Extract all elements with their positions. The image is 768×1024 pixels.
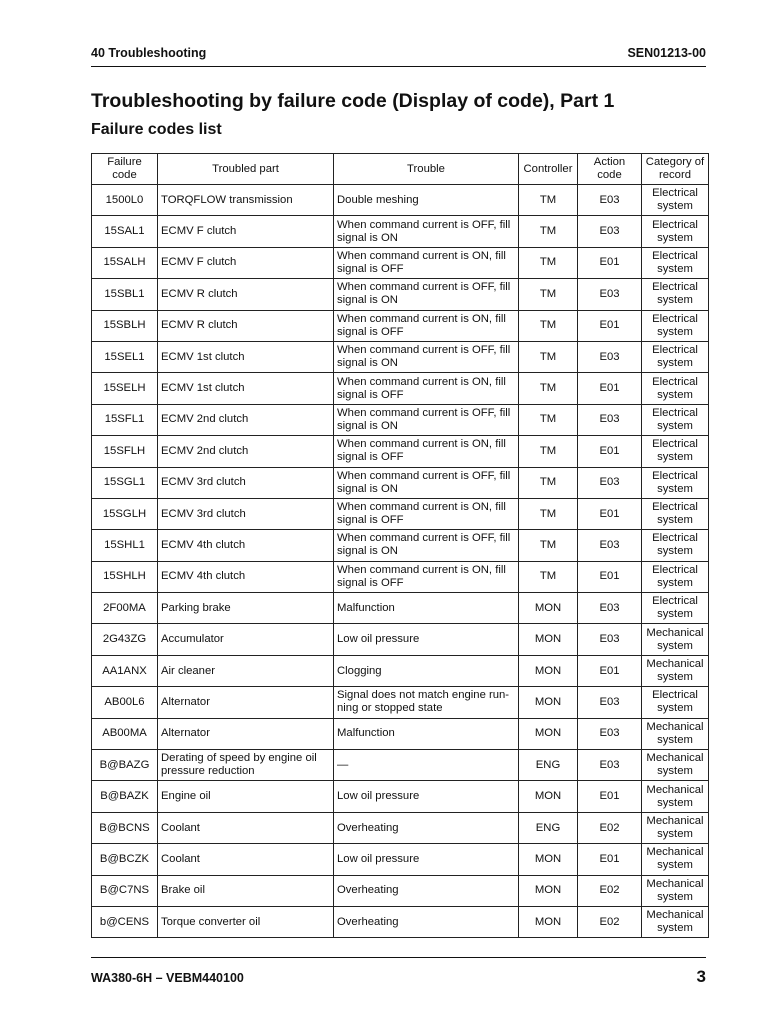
cell-category: Electrical system [642,310,709,341]
table-row [92,279,709,310]
cell-trouble: When command current is OFF, fill signal is ON [334,467,519,498]
cell-action-code: E01 [578,310,642,341]
cell-troubled-part: Engine oil [158,781,334,812]
cell-trouble: Malfunction [334,593,519,624]
cell-trouble: Low oil pressure [334,781,519,812]
cell-category: Electrical system [642,436,709,467]
table-body [92,185,709,938]
cell-controller: ENG [519,812,578,843]
cell-action-code: E01 [578,781,642,812]
page-subtitle: Failure codes list [91,121,222,138]
cell-category: Mechanical system [642,812,709,843]
table-row [92,373,709,404]
cell-troubled-part: Alternator [158,718,334,749]
header-section: 40 Troubleshooting [91,46,207,60]
cell-action-code: E01 [578,561,642,592]
cell-troubled-part: Accumulator [158,624,334,655]
table-row [92,593,709,624]
cell-category: Mechanical system [642,718,709,749]
cell-controller: MON [519,593,578,624]
cell-controller: TM [519,530,578,561]
cell-controller: TM [519,310,578,341]
cell-troubled-part: Derating of speed by engine oil pressure reduction [158,750,334,781]
cell-trouble: When command current is OFF, fill signal is ON [334,216,519,247]
cell-trouble: Low oil pressure [334,624,519,655]
table-row [92,812,709,843]
table-header-row [92,154,709,185]
cell-failure-code: b@CENS [92,906,158,937]
cell-controller: TM [519,373,578,404]
cell-action-code: E03 [578,530,642,561]
cell-controller: TM [519,341,578,372]
cell-action-code: E03 [578,467,642,498]
cell-action-code: E02 [578,875,642,906]
cell-trouble: — [334,750,519,781]
cell-action-code: E03 [578,593,642,624]
cell-trouble: Malfunction [334,718,519,749]
cell-trouble: When command current is ON, fill signal is OFF [334,373,519,404]
cell-trouble: When command current is ON, fill signal is OFF [334,561,519,592]
column-header-category: Category of record [642,154,709,185]
cell-failure-code: 15SHL1 [92,530,158,561]
cell-trouble: Overheating [334,906,519,937]
cell-failure-code: 15SBL1 [92,279,158,310]
table-row [92,467,709,498]
cell-failure-code: 15SELH [92,373,158,404]
cell-failure-code: 15SFLH [92,436,158,467]
cell-trouble: Overheating [334,875,519,906]
column-header-trouble: Trouble [334,154,519,185]
cell-troubled-part: ECMV 3rd clutch [158,498,334,529]
table-row [92,655,709,686]
cell-troubled-part: ECMV F clutch [158,216,334,247]
table-row [92,718,709,749]
cell-action-code: E02 [578,906,642,937]
page-footer [91,957,706,987]
cell-controller: TM [519,436,578,467]
cell-category: Electrical system [642,467,709,498]
cell-category: Mechanical system [642,655,709,686]
table-row [92,781,709,812]
cell-trouble: When command current is ON, fill signal is OFF [334,436,519,467]
cell-troubled-part: ECMV 2nd clutch [158,436,334,467]
table-row [92,185,709,216]
cell-troubled-part: ECMV F clutch [158,247,334,278]
cell-controller: MON [519,718,578,749]
table-row [92,530,709,561]
cell-failure-code: 15SEL1 [92,341,158,372]
cell-category: Electrical system [642,530,709,561]
cell-action-code: E01 [578,498,642,529]
cell-controller: TM [519,561,578,592]
cell-failure-code: 15SALH [92,247,158,278]
cell-action-code: E03 [578,718,642,749]
cell-category: Electrical system [642,185,709,216]
cell-failure-code: 2G43ZG [92,624,158,655]
cell-category: Mechanical system [642,844,709,875]
table-row [92,247,709,278]
cell-trouble: Overheating [334,812,519,843]
cell-trouble: Low oil pressure [334,844,519,875]
cell-failure-code: 1500L0 [92,185,158,216]
cell-action-code: E01 [578,436,642,467]
cell-controller: MON [519,844,578,875]
cell-trouble: Clogging [334,655,519,686]
cell-failure-code: B@BAZK [92,781,158,812]
cell-category: Electrical system [642,279,709,310]
cell-action-code: E03 [578,404,642,435]
table-row [92,404,709,435]
cell-trouble: When command current is ON, fill signal is OFF [334,247,519,278]
cell-failure-code: 2F00MA [92,593,158,624]
cell-failure-code: AB00L6 [92,687,158,718]
cell-controller: MON [519,687,578,718]
footer-page-number: 3 [696,967,706,986]
cell-controller: TM [519,404,578,435]
cell-action-code: E03 [578,279,642,310]
cell-action-code: E01 [578,655,642,686]
cell-controller: MON [519,875,578,906]
cell-category: Electrical system [642,341,709,372]
cell-controller: TM [519,498,578,529]
cell-troubled-part: Brake oil [158,875,334,906]
cell-category: Electrical system [642,404,709,435]
header-doc-code: SEN01213-00 [627,46,706,60]
cell-failure-code: B@BCZK [92,844,158,875]
table-row [92,561,709,592]
cell-action-code: E03 [578,216,642,247]
cell-controller: TM [519,185,578,216]
column-header-troubled-part: Troubled part [158,154,334,185]
cell-category: Electrical system [642,687,709,718]
cell-failure-code: 15SAL1 [92,216,158,247]
cell-action-code: E03 [578,750,642,781]
column-header-controller: Controller [519,154,578,185]
cell-failure-code: 15SHLH [92,561,158,592]
column-header-action-code: Action code [578,154,642,185]
cell-failure-code: 15SBLH [92,310,158,341]
cell-action-code: E03 [578,185,642,216]
cell-troubled-part: Air cleaner [158,655,334,686]
cell-troubled-part: ECMV R clutch [158,310,334,341]
cell-failure-code: B@BCNS [92,812,158,843]
cell-troubled-part: Coolant [158,844,334,875]
table-row [92,310,709,341]
column-header-failure-code: Failure code [92,154,158,185]
cell-controller: TM [519,216,578,247]
table-row [92,875,709,906]
cell-troubled-part: Parking brake [158,593,334,624]
cell-controller: MON [519,655,578,686]
cell-controller: MON [519,906,578,937]
header-divider [91,66,706,67]
cell-controller: ENG [519,750,578,781]
table-row [92,624,709,655]
cell-controller: TM [519,279,578,310]
cell-category: Electrical system [642,247,709,278]
cell-category: Electrical system [642,561,709,592]
cell-troubled-part: ECMV 2nd clutch [158,404,334,435]
cell-action-code: E02 [578,812,642,843]
cell-trouble: Signal does not match engine run-ning or stopped state [334,687,519,718]
cell-category: Mechanical system [642,906,709,937]
cell-trouble: When command current is ON, fill signal is OFF [334,310,519,341]
cell-action-code: E03 [578,341,642,372]
cell-category: Mechanical system [642,781,709,812]
page-header [91,46,706,60]
cell-failure-code: 15SFL1 [92,404,158,435]
cell-troubled-part: Coolant [158,812,334,843]
cell-trouble: When command current is ON, fill signal is OFF [334,498,519,529]
cell-action-code: E01 [578,247,642,278]
cell-trouble: Double meshing [334,185,519,216]
cell-troubled-part: ECMV 4th clutch [158,561,334,592]
table-row [92,341,709,372]
table-row [92,687,709,718]
cell-troubled-part: ECMV 3rd clutch [158,467,334,498]
cell-controller: TM [519,247,578,278]
cell-failure-code: AA1ANX [92,655,158,686]
cell-troubled-part: ECMV R clutch [158,279,334,310]
cell-failure-code: 15SGLH [92,498,158,529]
cell-controller: MON [519,781,578,812]
cell-trouble: When command current is OFF, fill signal is ON [334,404,519,435]
cell-trouble: When command current is OFF, fill signal is ON [334,341,519,372]
failure-codes-table [91,153,709,938]
cell-category: Mechanical system [642,750,709,781]
cell-failure-code: B@C7NS [92,875,158,906]
cell-action-code: E01 [578,844,642,875]
cell-category: Electrical system [642,498,709,529]
cell-troubled-part: Torque converter oil [158,906,334,937]
cell-troubled-part: Alternator [158,687,334,718]
table-row [92,750,709,781]
cell-trouble: When command current is OFF, fill signal is ON [334,530,519,561]
cell-failure-code: 15SGL1 [92,467,158,498]
table-row [92,216,709,247]
cell-trouble: When command current is OFF, fill signal is ON [334,279,519,310]
table-row [92,906,709,937]
cell-troubled-part: ECMV 1st clutch [158,341,334,372]
cell-failure-code: B@BAZG [92,750,158,781]
page-title: Troubleshooting by failure code (Display of code), Part 1 [91,90,615,112]
cell-troubled-part: ECMV 1st clutch [158,373,334,404]
cell-category: Mechanical system [642,875,709,906]
cell-category: Electrical system [642,373,709,404]
cell-category: Electrical system [642,216,709,247]
cell-action-code: E01 [578,373,642,404]
cell-category: Mechanical system [642,624,709,655]
table-row [92,844,709,875]
cell-troubled-part: TORQFLOW transmission [158,185,334,216]
cell-failure-code: AB00MA [92,718,158,749]
cell-controller: MON [519,624,578,655]
footer-doc-id: WA380-6H – VEBM440100 [91,971,244,985]
table-row [92,498,709,529]
table-row [92,436,709,467]
cell-category: Electrical system [642,593,709,624]
cell-troubled-part: ECMV 4th clutch [158,530,334,561]
cell-controller: TM [519,467,578,498]
cell-action-code: E03 [578,624,642,655]
cell-action-code: E03 [578,687,642,718]
